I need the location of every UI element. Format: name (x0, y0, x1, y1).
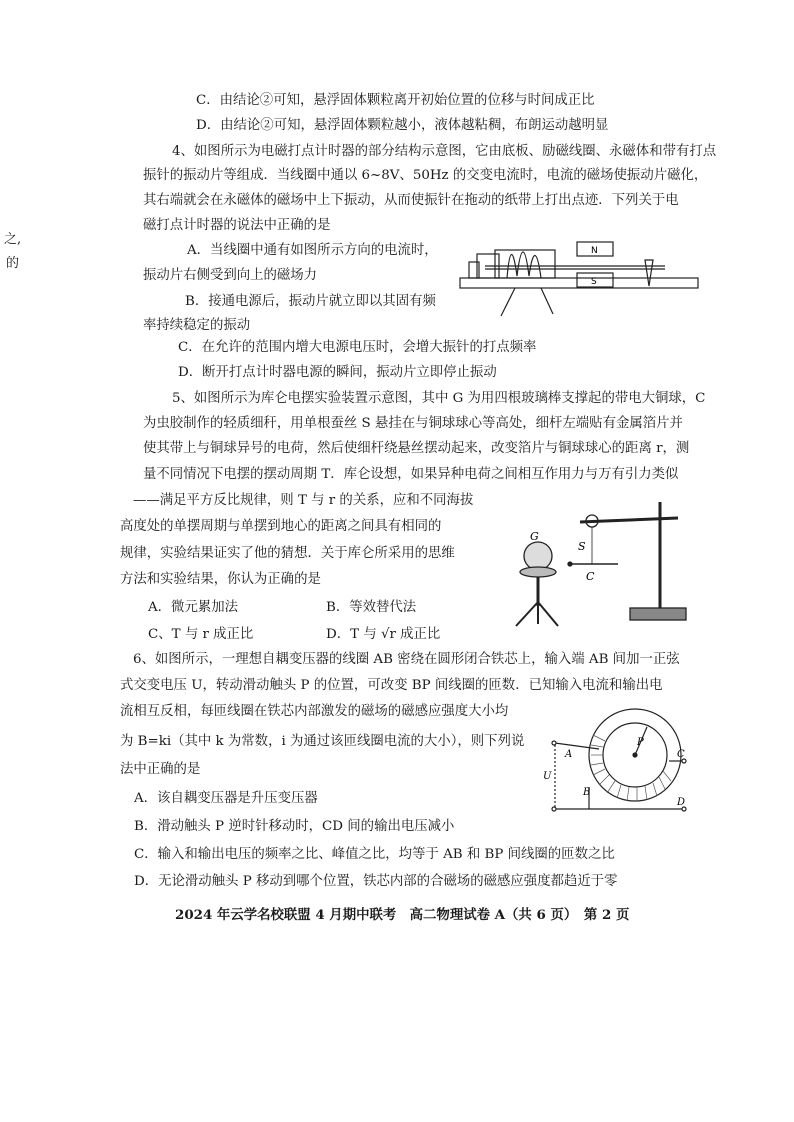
q3-option-d: D．由结论②可知，悬浮固体颗粒越小，液体越粘稠，布朗运动越明显 (196, 118, 609, 133)
q3-option-c: C．由结论②可知，悬浮固体颗粒离开初始位置的位移与时间成正比 (196, 93, 595, 108)
q5-stem-line-6: 高度处的单摆周期与单摆到地心的距离之间具有相同的 (120, 519, 442, 534)
q6-stem-line-5: 法中正确的是 (120, 762, 201, 777)
q6-terminal-a-label: A (565, 749, 573, 760)
margin-mark-1: 之, (4, 232, 22, 247)
q5-stem-line-8: 方法和实验结果，你认为正确的是 (120, 572, 321, 587)
q6-stem-line-1: 6、如图所示，一理想自耦变压器的线圈 AB 密绕在圆形闭合铁芯上，输入端 AB 间加一正弦 (133, 652, 680, 667)
q5-rod-label: C (586, 570, 595, 583)
q6-terminal-d-label: D (677, 797, 686, 808)
q6-voltage-u-label: U (543, 771, 552, 782)
q6-stem-line-3: 流相互反相，每匝线圈在铁芯内部激发的磁场的磁感应强度大小均 (120, 704, 509, 719)
q5-coulomb-apparatus-diagram (500, 494, 700, 634)
margin-mark-2: 的 (6, 256, 20, 271)
q6-option-d: D．无论滑动触头 P 移动到哪个位置，铁芯内部的合磁场的磁感应强度都趋近于零 (134, 874, 618, 889)
q6-terminal-b-label: B (583, 787, 591, 798)
q5-stem-line-4: 量不同情况下电摆的摆动周期 T．库仑设想，如果异种电荷之间相互作用力与万有引力类似 (143, 467, 679, 482)
q6-stem-line-4: 为 B=ki（其中 k 为常数，i 为通过该匝线圈电流的大小），则下列说 (120, 734, 525, 749)
q4-stem-line-2: 振针的振动片等组成．当线圈中通以 6~8V、50Hz 的交变电流时，电流的磁场使振动片磁化， (143, 168, 708, 183)
q4-magnet-n-label: N (591, 246, 598, 256)
q6-slider-p-label: P (637, 737, 644, 748)
q5-silk-thread-label: S (578, 540, 586, 553)
q6-terminal-c-label: C (677, 749, 685, 760)
q5-stem-line-3: 使其带上与铜球异号的电荷，然后使细杆绕悬丝摆动起来，改变箔片与铜球球心的距离 r，测 (143, 441, 690, 456)
q6-option-c: C．输入和输出电压的频率之比、峰值之比，均等于 AB 和 BP 间线圈的匝数之比 (134, 847, 615, 862)
q5-stem-line-2: 为虫胶制作的轻质细秆，用单根蚕丝 S 悬挂在与铜球球心等高处，细杆左端贴有金属箔片并 (143, 416, 683, 431)
q4-option-b-line-2: 率持续稳定的振动 (143, 318, 251, 333)
q6-autotransformer-diagram (543, 705, 693, 817)
q4-magnet-s-label: S (591, 277, 597, 287)
q4-option-a-line-1: A．当线圈中通有如图所示方向的电流时， (187, 243, 438, 258)
q6-option-b: B．滑动触头 P 逆时针移动时，CD 间的输出电压减小 (134, 819, 455, 834)
q4-timer-diagram (455, 236, 705, 318)
q5-copper-ball-label: G (530, 530, 539, 543)
q5-option-a: A．微元累加法 (148, 600, 239, 615)
q6-stem-line-2: 式交变电压 U，转动滑动触头 P 的位置，可改变 BP 间线圈的匝数．已知输入电流和输出电 (120, 678, 663, 693)
q4-stem-line-1: 4、如图所示为电磁打点计时器的部分结构示意图，它由底板、励磁线圈、永磁体和带有打点 (172, 144, 717, 159)
q4-option-b-line-1: B．接通电源后，振动片就立即以其固有频 (185, 294, 436, 309)
q5-stem-line-5: ——满足平方反比规律，则 T 与 r 的关系，应和不同海拔 (133, 493, 474, 508)
q5-option-d: D．T 与 √r 成正比 (326, 627, 441, 642)
q5-stem-line-7: 规律，实验结果证实了他的猜想．关于库仑所采用的思维 (120, 546, 455, 561)
q4-option-c: C．在允许的范围内增大电源电压时，会增大振针的打点频率 (178, 340, 537, 355)
q6-option-a: A．该自耦变压器是升压变压器 (134, 791, 318, 806)
q4-option-d: D．断开打点计时器电源的瞬间，振动片立即停止振动 (178, 365, 497, 380)
q5-option-b: B．等效替代法 (326, 600, 417, 615)
q5-stem-line-1: 5、如图所示为库仑电摆实验装置示意图，其中 G 为用四根玻璃棒支撑起的带电大铜球，C (172, 391, 706, 406)
page-footer: 2024 年云学名校联盟 4 月期中联考 高二物理试卷 A（共 6 页） 第 2 页 (175, 907, 630, 923)
q5-option-c: C、T 与 r 成正比 (148, 627, 254, 642)
q4-option-a-line-2: 振动片右侧受到向上的磁场力 (143, 268, 318, 283)
q4-stem-line-3: 其右端就会在永磁体的磁场中上下振动，从而使振针在拖动的纸带上打出点迹．下列关于电 (143, 193, 679, 208)
q4-stem-line-4: 磁打点计时器的说法中正确的是 (143, 218, 331, 233)
